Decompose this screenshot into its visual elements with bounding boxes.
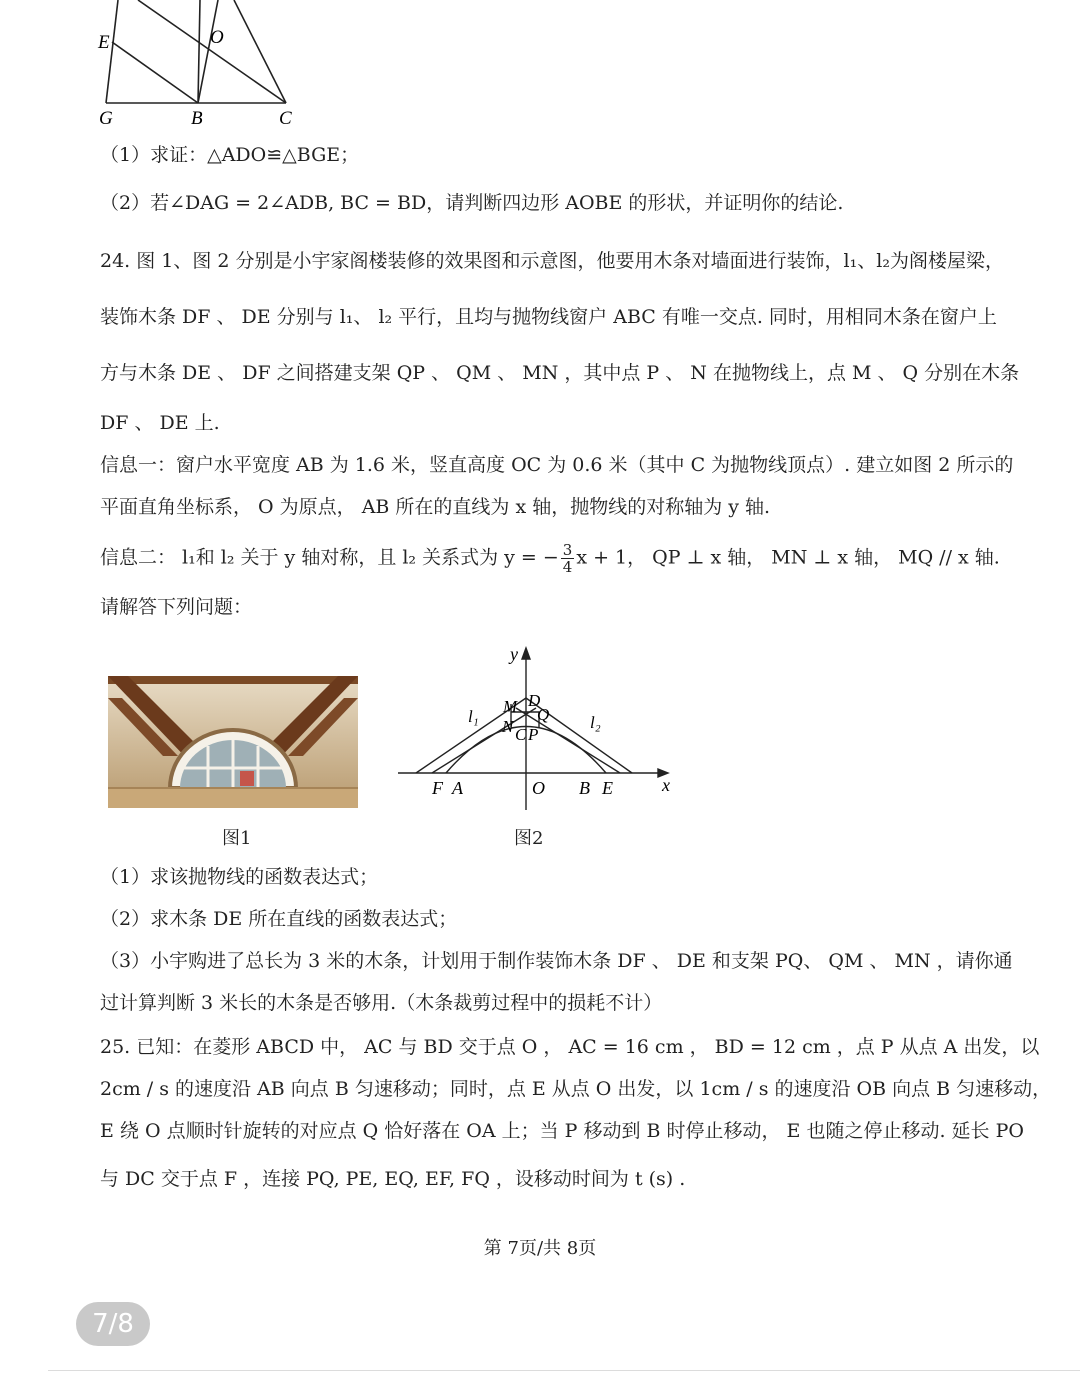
point-B: B bbox=[579, 778, 590, 798]
fraction-numerator: 3 bbox=[562, 541, 573, 559]
q24-part1: （1）求该抛物线的函数表达式； bbox=[100, 866, 379, 888]
x-axis-label: x bbox=[662, 775, 670, 795]
q23-part2: （2）若∠DAG = 2∠ADB, BC = BD，请判断四边形 AOBE 的形状，并证明你的结论. bbox=[100, 192, 844, 214]
point-D: D bbox=[528, 691, 541, 710]
point-N: N bbox=[502, 717, 514, 736]
q24-line1: 24. 图 1、图 2 分别是小宇家阁楼装修的效果图和示意图，他要用木条对墙面进行装饰，l₁、l₂为阁楼屋梁， bbox=[100, 250, 1004, 272]
y-axis-label: y bbox=[510, 644, 518, 664]
q25-line3: E 绕 O 点顺时针旋转的对应点 Q 恰好落在 OA 上；当 P 移动到 B 时停止移动， E 也随之停止移动. 延长 PO bbox=[100, 1120, 1024, 1142]
page-footer: 第 7页/共 8页 bbox=[483, 1238, 597, 1259]
l2-label: l₂ bbox=[590, 713, 601, 732]
point-label-G: G bbox=[99, 108, 113, 129]
point-label-O: O bbox=[210, 27, 224, 48]
fig1-caption: 图1 bbox=[222, 828, 252, 849]
q24-part2: （2）求木条 DE 所在直线的函数表达式； bbox=[100, 908, 458, 930]
fraction-three-quarters bbox=[561, 542, 575, 575]
point-F: F bbox=[432, 778, 443, 798]
q23-part1: （1）求证：△ADO≌△BGE； bbox=[100, 144, 360, 166]
attic-photo-figure bbox=[108, 676, 358, 808]
q24-info1-line1: 信息一：窗户水平宽度 AB 为 1.6 米，竖直高度 OC 为 0.6 米（其中 C 为抛物线顶点）. 建立如图 2 所示的 bbox=[100, 454, 1014, 476]
point-A: A bbox=[452, 778, 463, 798]
point-E: E bbox=[602, 778, 613, 798]
top-geometry-figure bbox=[90, 0, 310, 130]
q24-line4: DF 、 DE 上. bbox=[100, 412, 220, 434]
point-Q: Q bbox=[537, 705, 550, 724]
point-P: P bbox=[528, 725, 539, 744]
q24-line2: 装饰木条 DF 、 DE 分别与 l₁、 l₂ 平行，且均与抛物线窗户 ABC 有唯一交点. 同时，用相同木条在窗户上 bbox=[100, 306, 997, 328]
q24-prompt: 请解答下列问题： bbox=[100, 596, 253, 618]
q24-part3-line1: （3）小宇购进了总长为 3 米的木条，计划用于制作装饰木条 DF 、 DE 和支架 PQ、 QM 、 MN ，请你通 bbox=[100, 950, 1013, 972]
point-label-E: E bbox=[98, 32, 110, 53]
q24-part3-line2: 过计算判断 3 米长的木条是否够用.（木条裁剪过程中的损耗不计） bbox=[100, 992, 663, 1014]
q24-info2 bbox=[100, 542, 1000, 575]
q25-line4: 与 DC 交于点 F ，连接 PQ, PE, EQ, EF, FQ ，设移动时间为 t (s) . bbox=[100, 1168, 686, 1190]
point-label-C: C bbox=[279, 108, 292, 129]
coordinate-diagram bbox=[396, 640, 686, 810]
fig2-caption: 图2 bbox=[514, 828, 544, 849]
q24-info2-post: x + 1， QP ⊥ x 轴， MN ⊥ x 轴， MQ // x 轴. bbox=[576, 546, 1000, 569]
point-O: O bbox=[532, 778, 545, 798]
fraction-denominator: 4 bbox=[562, 558, 573, 576]
point-label-B: B bbox=[191, 108, 203, 129]
l1-label: l₁ bbox=[468, 707, 479, 726]
q25-line1: 25. 已知：在菱形 ABCD 中， AC 与 BD 交于点 O ， AC = 16 cm ， BD = 12 cm ，点 P 从点 A 出发，以 bbox=[100, 1036, 1040, 1058]
q24-info1-line2: 平面直角坐标系， O 为原点， AB 所在的直线为 x 轴，抛物线的对称轴为 y 轴. bbox=[100, 496, 771, 518]
q24-line3: 方与木条 DE 、 DF 之间搭建支架 QP 、 QM 、 MN ，其中点 P 、 N 在抛物线上，点 M 、 Q 分别在木条 bbox=[100, 362, 1020, 384]
page-indicator[interactable]: 7/8 bbox=[76, 1302, 150, 1346]
q24-info2-pre: 信息二： l₁和 l₂ 关于 y 轴对称，且 l₂ 关系式为 y = − bbox=[100, 546, 559, 569]
point-C: C bbox=[515, 725, 527, 744]
q25-line2: 2cm / s 的速度沿 AB 向点 B 匀速移动；同时，点 E 从点 O 出发，以 1cm / s 的速度沿 OB 向点 B 匀速移动， bbox=[100, 1078, 1052, 1100]
bottom-divider bbox=[48, 1370, 1080, 1371]
point-M: M bbox=[503, 697, 518, 716]
